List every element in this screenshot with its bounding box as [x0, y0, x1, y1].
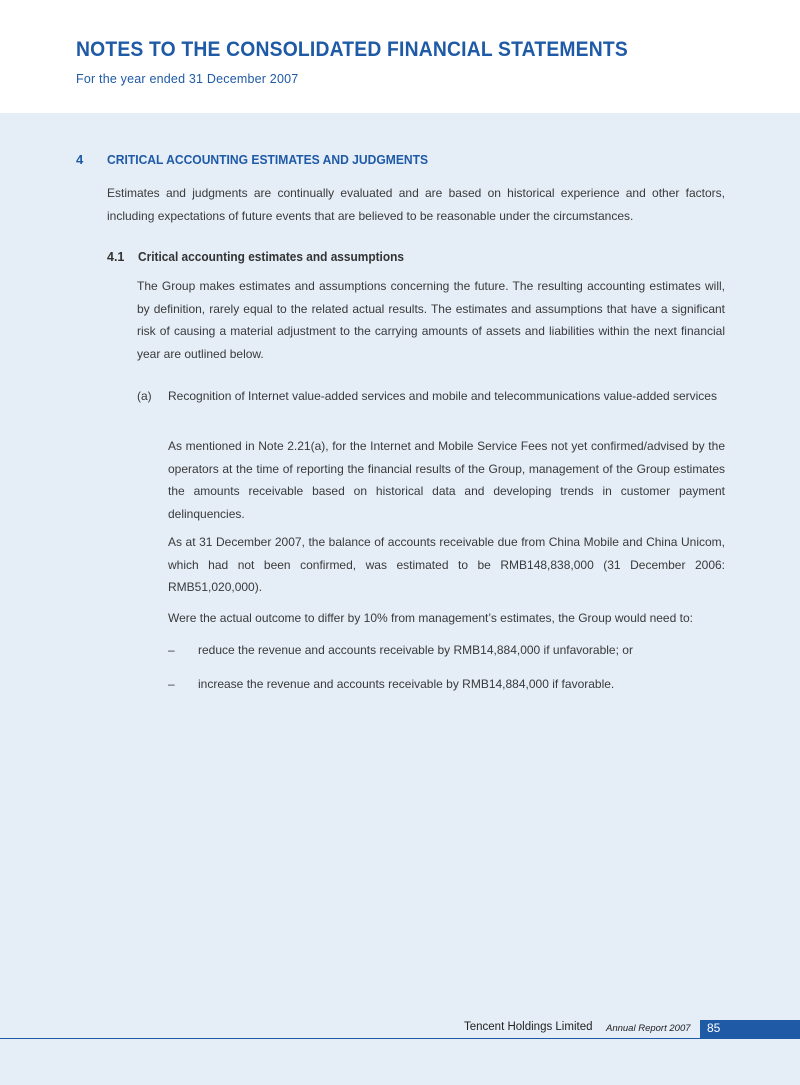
item-a-paragraph-2: As at 31 December 2007, the balance of accounts receivable due from China Mobile and China Unicom, which had not been confirmed, was estimated to be RMB148,838,000 (31 December 2006: RMB51,020,000). [168, 535, 725, 595]
item-a-label: (a) [137, 389, 152, 403]
footer-report-title: Annual Report 2007 [606, 1023, 691, 1034]
page-number: 85 [707, 1021, 721, 1035]
page-title: NOTES TO THE CONSOLIDATED FINANCIAL STATEMENTS [76, 38, 628, 61]
subsection-number: 4.1 [107, 250, 125, 264]
bullet-marker: – [168, 677, 175, 691]
footer-divider [0, 1038, 800, 1039]
section-title: CRITICAL ACCOUNTING ESTIMATES AND JUDGMENTS [107, 152, 429, 167]
bullet-increase-revenue: increase the revenue and accounts receivable by RMB14,884,000 if favorable. [198, 677, 615, 691]
subsection-title: Critical accounting estimates and assumptions [138, 250, 404, 264]
item-a-paragraph-1: As mentioned in Note 2.21(a), for the Internet and Mobile Service Fees not yet confirmed/advised by the operators at the time of reporting the financial results of the Group, management of the Group estimates the amounts receivable based on historical data and developing trends in customer payment delinquencies. [168, 439, 725, 521]
section-intro: Estimates and judgments are continually evaluated and are based on historical experience and other factors, including expectations of future events that are believed to be reasonable under the circumstances. [107, 186, 725, 223]
page-header [0, 0, 800, 113]
bullet-marker: – [168, 643, 175, 657]
item-a-paragraph-3: Were the actual outcome to differ by 10% from management’s estimates, the Group would need to: [168, 611, 693, 625]
bullet-reduce-revenue: reduce the revenue and accounts receivable by RMB14,884,000 if unfavorable; or [198, 643, 633, 657]
item-a-heading: Recognition of Internet value-added services and mobile and telecommunications value-added services [168, 389, 717, 403]
subsection-body: The Group makes estimates and assumptions concerning the future. The resulting accounting estimates will, by definition, rarely equal to the related actual results. The estimates and assumptions that have a significant risk of causing a material adjustment to the carrying amounts of assets and liabilities within the next financial year are outlined below. [137, 279, 725, 361]
section-number: 4 [76, 152, 84, 167]
footer-company-name: Tencent Holdings Limited [464, 1021, 593, 1033]
page-subtitle: For the year ended 31 December 2007 [76, 72, 299, 86]
